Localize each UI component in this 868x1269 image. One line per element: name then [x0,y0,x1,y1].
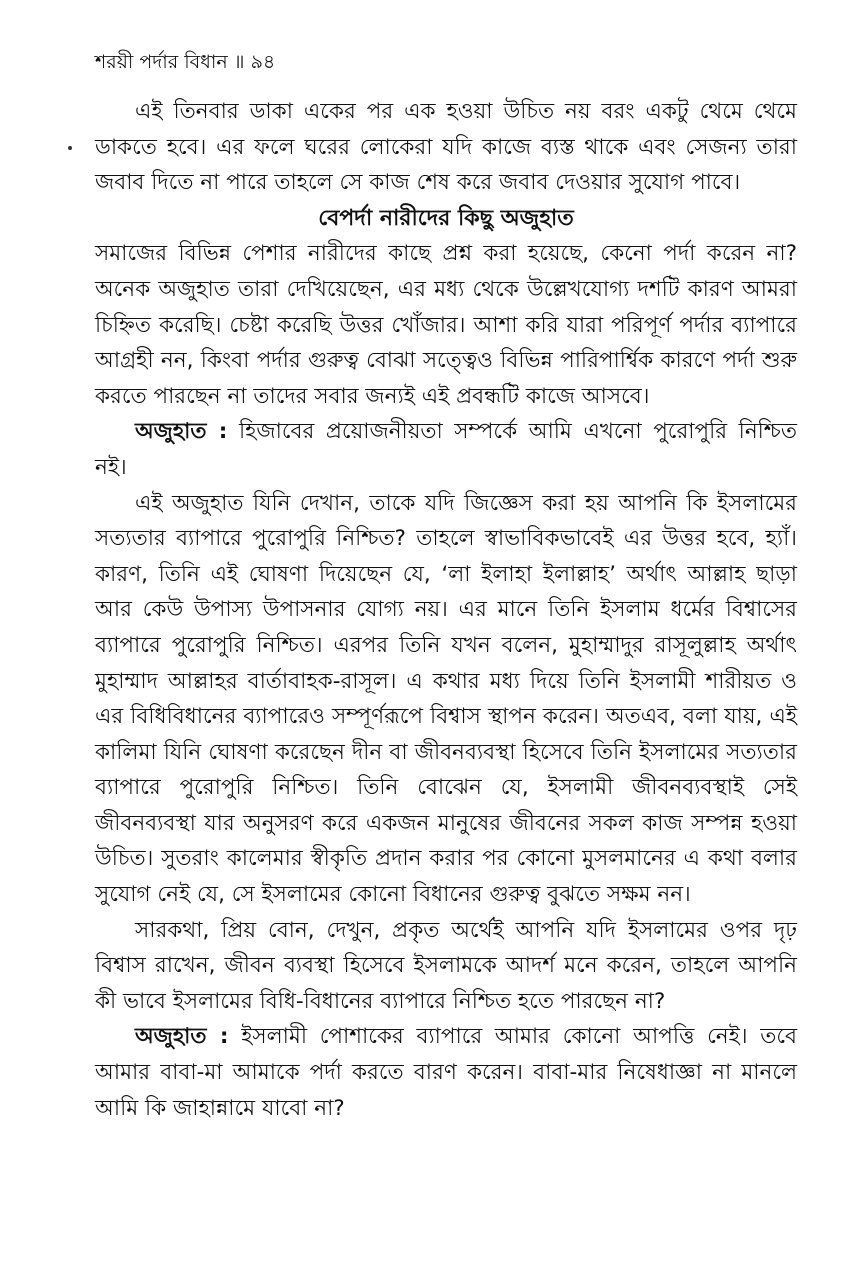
excuse-2-label: অজুহাত : [135,1024,229,1050]
page-body [95,94,797,1126]
paragraph-answer-1: এই অজুহাত যিনি দেখান, তাকে যদি জিজ্ঞেস করা হয় আপনি কি ইসলামের সত্যতার ব্যাপারে পুরোপুরি নিশ্চিত? তাহলে স্বাভাবিকভাবেই এর উত্তর হবে, হ্যাঁ। কারণ, তিনি এই ঘোষণা দিয়েছেন যে, ‘লা ইলাহা ইলাল্লাহ’ অর্থাৎ আল্লাহ ছাড়া আর কেউ উপাস্য উপাসনার যোগ্য নয়। এর মানে তিনি ইসলাম ধর্মের বিশ্বাসের ব্যাপারে পুরোপুরি নিশ্চিত। এরপর তিনি যখন বলেন, মুহাম্মাদুর রাসূলুল্লাহ অর্থাৎ মুহাম্মাদ আল্লাহর বার্তাবাহক-রাসূল। এ কথার মধ্য দিয়ে তিনি ইসলামী শারীয়ত ও এর বিধিবিধানের ব্যাপারেও সম্পূর্ণরূপে বিশ্বাস স্থাপন করেন। অতএব, বলা যায়, এই কালিমা যিনি ঘোষণা করেছেন দীন বা জীবনব্যবস্থা হিসেবে তিনি ইসলামের সত্যতার ব্যাপারে পুরোপুরি নিশ্চিত। তিনি বোঝেন যে, ইসলামী জীবনব্যবস্থাই সেই জীবনব্যবস্থা যার অনুসরণ করে একজন মানুষের জীবনের সকল কাজ সম্পন্ন হওয়া উচিত। সুতরাং কালেমার স্বীকৃতি প্রদান করার পর কোনো মুসলমানের এ কথা বলার সুযোগ নেই যে, সে ইসলামের কোনো বিধানের গুরুত্ব বুঝতে সক্ষম নন। [95,490,797,908]
excuse-1-text: হিজাবের প্রয়োজনীয়তা সম্পর্কে আমি এখনো পুরোপুরি নিশ্চিত নই। [95,419,797,480]
paragraph-intro: সমাজের বিভিন্ন পেশার নারীদের কাছে প্রশ্ন করা হয়েছে, কেনো পর্দা করেন না? অনেক অজুহাত তারা দেখিয়েছেন, এর মধ্য থেকে উল্লেখযোগ্য দশটি কারণ আমরা চিহ্নিত করেছি। চেষ্টা করেছি উত্তর খোঁজার। আশা করি যারা পরিপূর্ণ পর্দার ব্যাপারে আগ্রহী নন, কিংবা পর্দার গুরুত্ব বোঝা সত্ত্বেও বিভিন্ন পারিপার্শ্বিক কারণে পর্দা শুরু করতে পারছেন না তাদের সবার জন্যই এই প্রবন্ধটি কাজে আসবে। [95,241,797,409]
excuse-2-text: ইসলামী পোশাকের ব্যাপারে আমার কোনো আপত্তি নেই। তবে আমার বাবা-মা আমাকে পর্দা করতে বারণ করেন। বাবা-মার নিষেধাজ্ঞা না মানলে আমি কি জাহান্নামে যাবো না? [95,1024,797,1121]
paragraph-knocking: এই তিনবার ডাকা একের পর এক হওয়া উচিত নয় বরং একটু থেমে থেমে ডাকতে হবে। এর ফলে ঘরের লোকেরা যদি কাজে ব্যস্ত থাকে এবং সেজন্য তারা জবাব দিতে না পারে তাহলে সে কাজ শেষ করে জবাব দেওয়ার সুযোগ পাবে। [95,99,797,196]
margin-dot [68,146,72,150]
paragraph-summary: সারকথা, প্রিয় বোন, দেখুন, প্রকৃত অর্থেই আপনি যদি ইসলামের ওপর দৃঢ় বিশ্বাস রাখেন, জীবন ব্যবস্থা হিসেবে ইসলামকে আদর্শ মনে করেন, তাহলে আপনি কী ভাবে ইসলামের বিধি-বিধানের ব্যাপারে নিশ্চিত হতে পারছেন না? [95,917,797,1014]
excuse-1 [95,414,797,485]
excuse-2 [95,1019,797,1126]
section-heading: বেপর্দা নারীদের কিছু অজুহাত [318,205,574,231]
excuse-1-label: অজুহাত : [135,419,228,445]
running-header: শরয়ী পর্দার বিধান ॥ ৯৪ [95,51,276,73]
